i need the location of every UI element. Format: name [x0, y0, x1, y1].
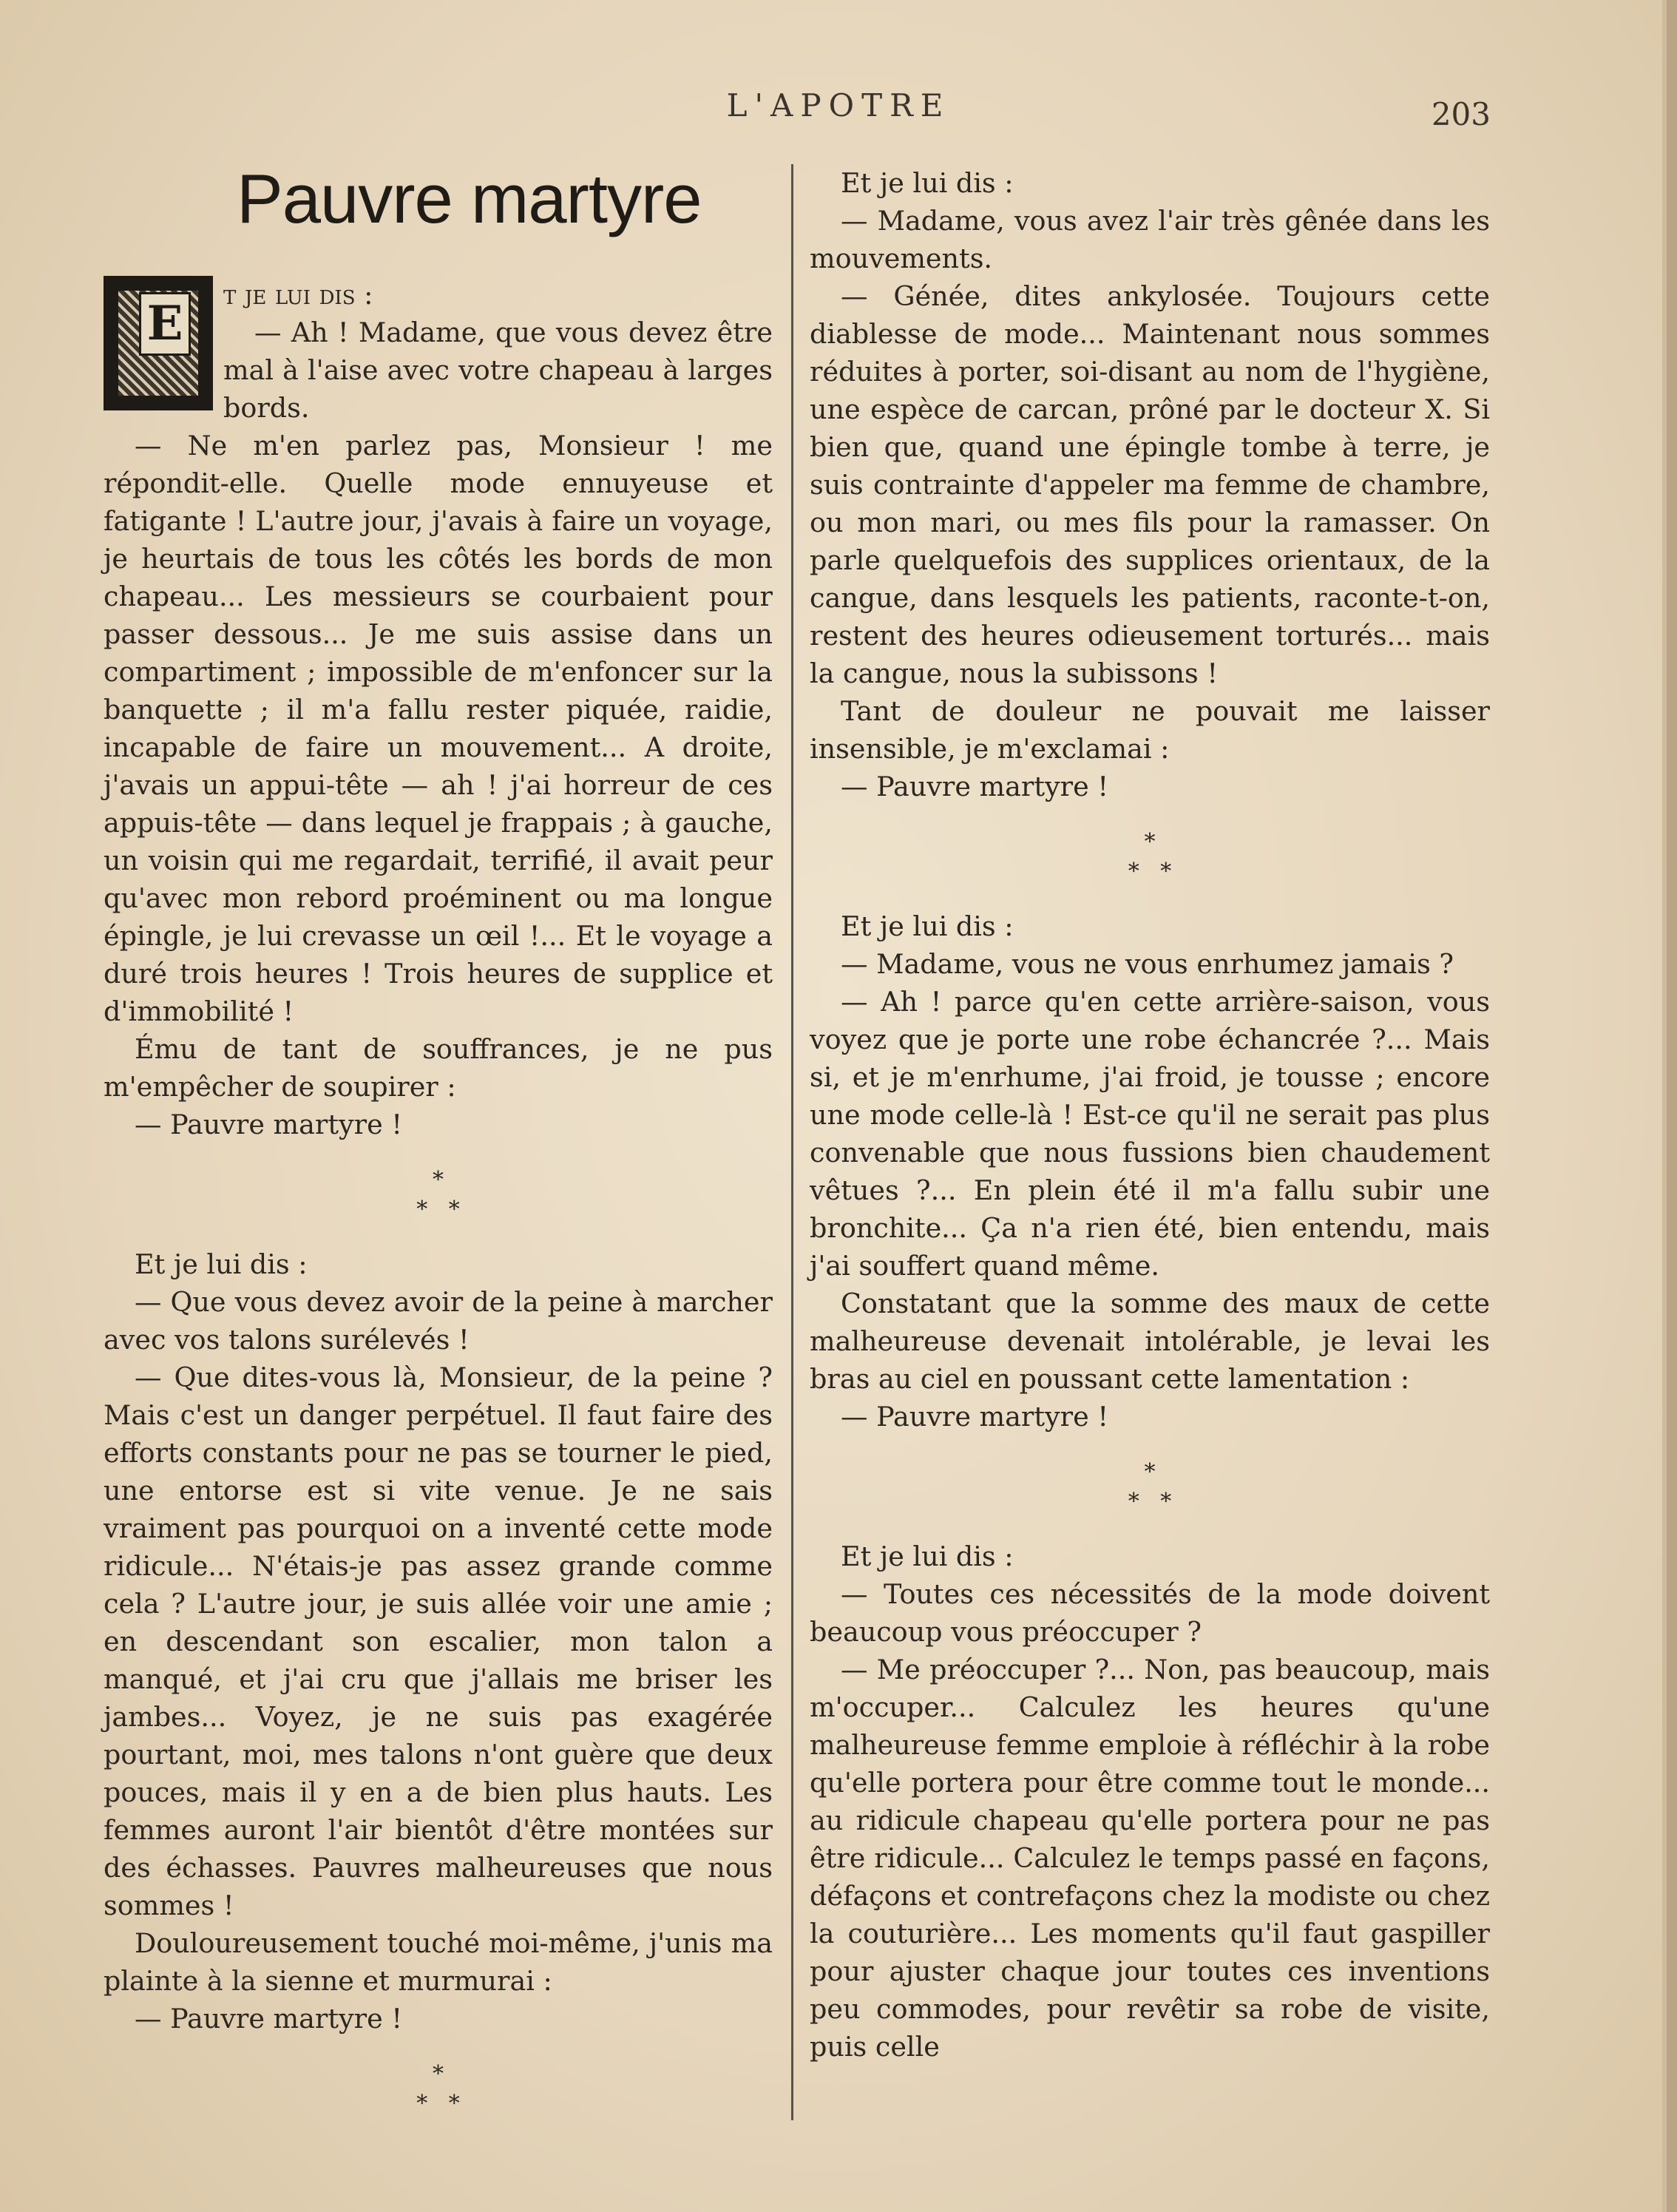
section-asterism	[810, 1458, 1490, 1517]
drop-cap-letter: E	[139, 292, 191, 356]
paragraph: Et je lui dis :	[135, 1248, 308, 1280]
paragraph: — Que dites-vous là, Monsieur, de la peine ? Mais c'est un danger perpétuel. Il faut faire des efforts constants pour ne pas se tourner le pied, une entorse est si vite venue. Je ne sais vraiment pas pourquoi on a inventé cette mode ridicule... N'étais-je pas assez grande comme cela ? L'autre jour, je suis allée voir une amie ; en descendant son escalier, mon talon a manqué, et j'ai cru que j'allais me briser les jambes... Voyez, je ne suis pas exagérée pourtant, moi, mes talons n'ont guère que deux pouces, mais il y en a de bien plus hauts. Les femmes auront l'air bientôt d'être montées sur des échasses. Pauvres malheureuses que nous sommes !	[104, 1362, 773, 1921]
asterism-bottom: * *	[1128, 1489, 1172, 1515]
paragraph: Et je lui dis :	[841, 167, 1014, 199]
asterism-top: *	[1144, 1459, 1156, 1485]
section-asterism	[104, 1166, 773, 1225]
paragraph: Constatant que la somme des maux de cette malheureuse devenait intolérable, je levai les bras au ciel en poussant cette lamentation :	[810, 1288, 1490, 1395]
running-head: L'APOTRE	[726, 87, 951, 124]
page-number: 203	[1431, 96, 1491, 132]
paragraph: — Ah ! parce qu'en cette arrière-saison, vous voyez que je porte une robe échancrée ?... Mais si, et je m'enrhume, j'ai froid, je tousse ; encore une mode celle-là ! Est-ce qu'il ne serait pas plus convenable que nous fussions bien chaudement vêtues ?... En plein été il m'a fallu subir une bronchite... Ça n'a rien été, bien entendu, mais j'ai souffert quand même.	[810, 986, 1490, 1282]
section-asterism	[810, 828, 1490, 887]
asterism-bottom: * *	[1128, 859, 1172, 885]
paragraph: — Génée, dites ankylosée. Toujours cette diablesse de mode... Maintenant nous sommes réduites à porter, soi-disant au nom de l'hygiène, une espèce de carcan, prôné par le docteur X. Si bien que, quand une épingle tombe à terre, je suis contrainte d'appeler ma femme de chambre, ou mon mari, ou mes fils pour la ramasser. On parle quelquefois des supplices orientaux, de la cangue, dans lesquels les patients, raconte-t-on, restent des heures odieusement torturés... mais la cangue, nous la subissons !	[810, 280, 1490, 689]
paragraph: — Madame, vous ne vous enrhumez jamais ?	[841, 948, 1454, 980]
column-rule	[791, 164, 793, 2120]
drop-cap-ornament	[104, 276, 213, 410]
asterism-top: *	[1144, 829, 1156, 855]
lead-line: t je lui dis :	[223, 279, 373, 311]
paragraph: — Madame, vous avez l'air très gênée dans les mouvements.	[810, 205, 1490, 274]
paragraph: — Toutes ces nécessités de la mode doivent beaucoup vous préoccuper ?	[810, 1578, 1490, 1648]
refrain: — Pauvre martyre !	[135, 2003, 402, 2035]
right-column	[810, 164, 1490, 2066]
asterism-top: *	[433, 1167, 444, 1193]
paragraph: — Me préoccuper ?... Non, pas beaucoup, mais m'occuper... Calculez les heures qu'une malheureuse femme emploie à réfléchir à la robe qu'elle portera pour être comme tout le monde... au ridicule chapeau qu'elle portera pour ne pas être ridicule... Calculez le temps passé en façons, défaçons et contrefaçons chez la modiste ou chez la couturière... Les moments qu'il faut gaspiller pour ajuster chaque jour toutes ces inventions peu commodes, pour revêtir sa robe de visite, puis celle	[810, 1654, 1490, 2063]
paragraph: Douloureusement touché moi-même, j'unis ma plainte à la sienne et murmurai :	[104, 1927, 773, 1997]
refrain: — Pauvre martyre !	[135, 1109, 402, 1140]
paragraph: Ému de tant de souffrances, je ne pus m'empêcher de soupirer :	[104, 1033, 773, 1103]
asterism-bottom: * *	[416, 2091, 460, 2117]
refrain: — Pauvre martyre !	[841, 1401, 1108, 1433]
article-title: Pauvre martyre	[237, 160, 702, 237]
paragraph: Tant de douleur ne pouvait me laisser insensible, je m'exclamai :	[810, 695, 1490, 765]
refrain: — Pauvre martyre !	[841, 771, 1108, 802]
paragraph: — Ah ! Madame, que vous devez être mal à l'aise avec votre chapeau à larges bords.	[223, 317, 773, 424]
paragraph: Et je lui dis :	[841, 910, 1014, 942]
paragraph: — Ne m'en parlez pas, Monsieur ! me répondit-elle. Quelle mode ennuyeuse et fatigante ! L'autre jour, j'avais à faire un voyage, je heurtais de tous les côtés les bords de mon chapeau... Les messieurs se courbaient pour passer dessous... Je me suis assise dans un compartiment ; impossible de m'enfoncer sur la banquette ; il m'a fallu rester piquée, raidie, incapable de faire un mouvement... A droite, j'avais un appui-tête — ah ! j'ai horreur de ces appuis-tête — dans lequel je frappais ; à gauche, un voisin qui me regardait, terrifié, il avait peur qu'avec mon rebord proéminent ou ma longue épingle, je lui crevasse un œil !... Et le voyage a duré trois heures ! Trois heures de supplice et d'immobilité !	[104, 430, 773, 1027]
paragraph: — Que vous devez avoir de la peine à marcher avec vos talons surélevés !	[104, 1286, 773, 1356]
left-column	[104, 159, 773, 2140]
page-edge	[1667, 0, 1677, 2212]
paragraph: Et je lui dis :	[841, 1540, 1014, 1572]
opening-paragraph	[104, 276, 773, 427]
asterism-top: *	[433, 2061, 444, 2087]
asterism-bottom: * *	[416, 1197, 460, 1222]
section-asterism	[104, 2060, 773, 2119]
